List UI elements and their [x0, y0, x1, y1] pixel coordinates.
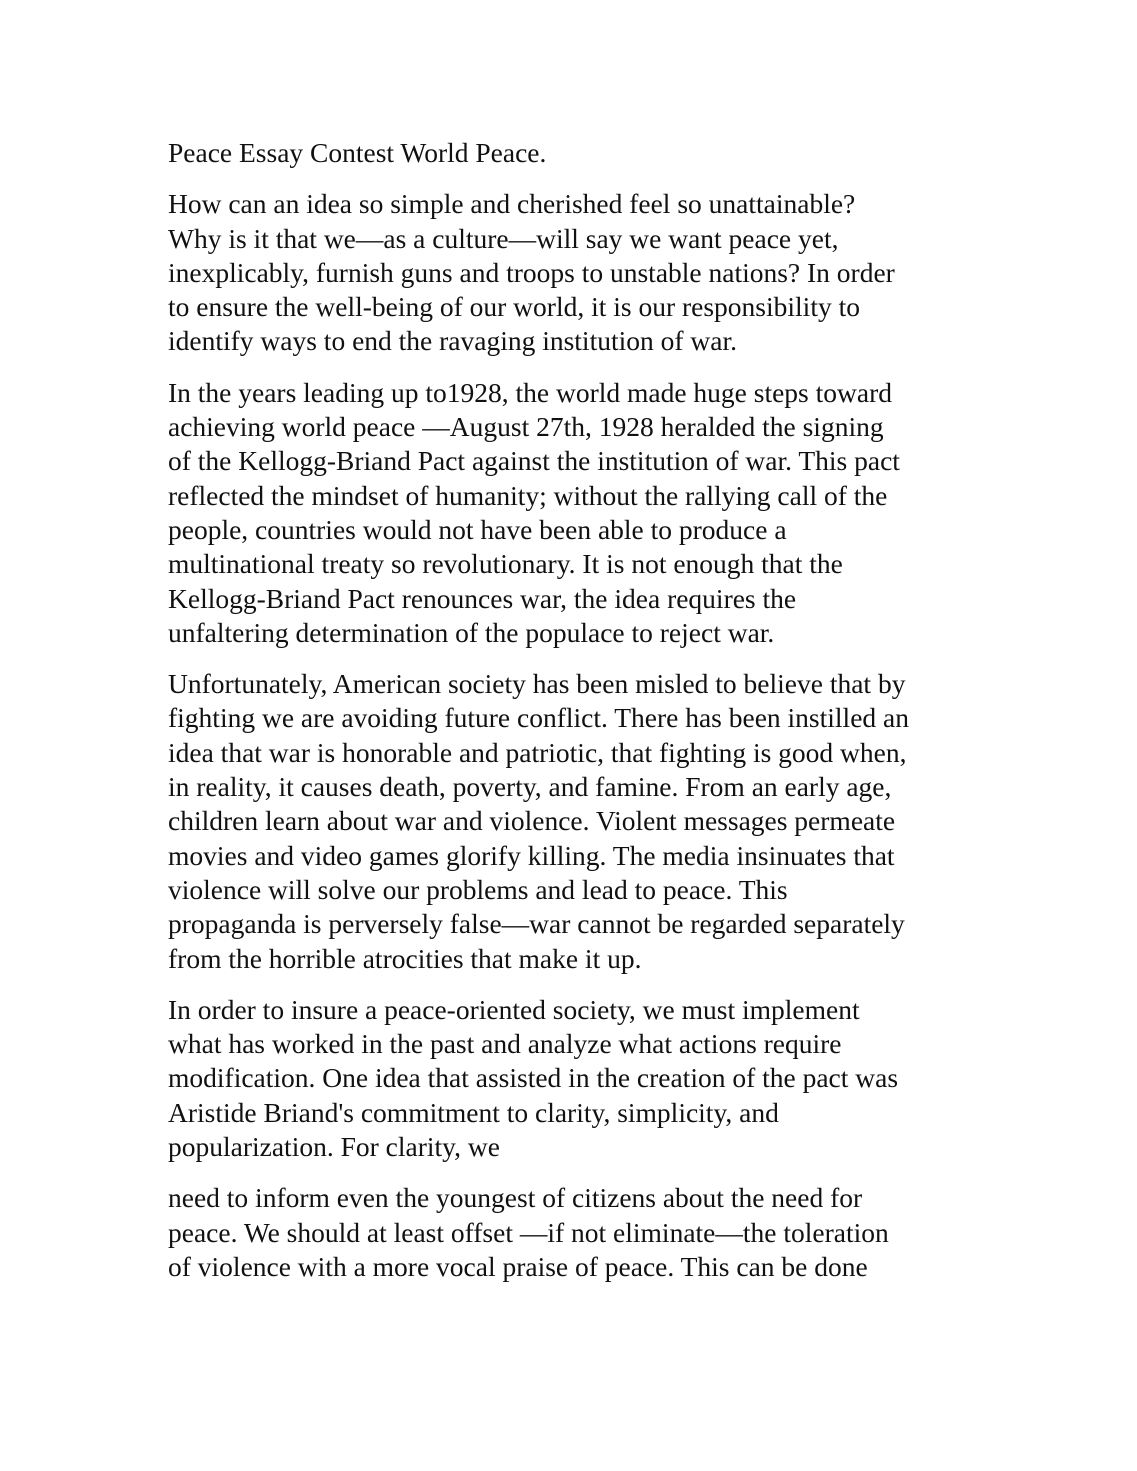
paragraph-line: fighting we are avoiding future conflict. There has been instilled an: [168, 702, 909, 734]
paragraph-line: in reality, it causes death, poverty, and famine. From an early age,: [168, 771, 892, 803]
paragraph-2: [168, 376, 988, 650]
paragraph-line: popularization. For clarity, we: [168, 1131, 500, 1163]
paragraph-line: Aristide Briand's commitment to clarity, simplicity, and: [168, 1096, 779, 1128]
paragraph-line: of violence with a more vocal praise of peace. This can be done: [168, 1250, 868, 1282]
essay-body: [168, 136, 988, 1301]
paragraph-line: children learn about war and violence. Violent messages permeate: [168, 805, 896, 837]
paragraph-5: [168, 1181, 988, 1284]
paragraph-line: reflected the mindset of humanity; without the rallying call of the: [168, 479, 888, 511]
paragraph-line: In order to insure a peace-oriented society, we must implement: [168, 993, 860, 1025]
paragraph-line: How can an idea so simple and cherished feel so unattainable?: [168, 188, 856, 220]
paragraph-4: [168, 993, 988, 1164]
paragraph-line: achieving world peace —August 27th, 1928 heralded the signing: [168, 411, 884, 443]
paragraph-line: identify ways to end the ravaging institution of war.: [168, 325, 737, 357]
paragraph-line: to ensure the well-being of our world, it is our responsibility to: [168, 291, 860, 323]
essay-title: [168, 136, 988, 170]
paragraph-line: modification. One idea that assisted in the creation of the pact was: [168, 1062, 899, 1094]
paragraph-line: from the horrible atrocities that make it up.: [168, 942, 642, 974]
paragraph-line: of the Kellogg-Briand Pact against the institution of war. This pact: [168, 445, 900, 477]
paragraph-line: idea that war is honorable and patriotic, that fighting is good when,: [168, 736, 907, 768]
paragraph-line: violence will solve our problems and lead to peace. This: [168, 873, 788, 905]
paragraph-line: multinational treaty so revolutionary. It is not enough that the: [168, 548, 843, 580]
paragraph-line: In the years leading up to1928, the world made huge steps toward: [168, 376, 892, 408]
paragraph-line: Unfortunately, American society has been misled to believe that by: [168, 668, 906, 700]
paragraph-line: what has worked in the past and analyze what actions require: [168, 1028, 842, 1060]
paragraph-line: unfaltering determination of the populace to reject war.: [168, 616, 775, 648]
paragraph-3: [168, 667, 988, 976]
paragraph-line: inexplicably, furnish guns and troops to unstable nations? In order: [168, 256, 895, 288]
paragraph-line: people, countries would not have been able to produce a: [168, 513, 787, 545]
paragraph-line: need to inform even the youngest of citizens about the need for: [168, 1182, 863, 1214]
paragraph-line: Why is it that we—as a culture—will say we want peace yet,: [168, 222, 839, 254]
title-line: Peace Essay Contest World Peace.: [168, 137, 547, 168]
paragraph-1: [168, 187, 988, 358]
paragraph-line: movies and video games glorify killing. The media insinuates that: [168, 839, 895, 871]
paragraph-line: Kellogg-Briand Pact renounces war, the idea requires the: [168, 582, 797, 614]
paragraph-line: peace. We should at least offset —if not eliminate—the toleration: [168, 1216, 889, 1248]
paragraph-line: propaganda is perversely false—war cannot be regarded separately: [168, 908, 905, 940]
